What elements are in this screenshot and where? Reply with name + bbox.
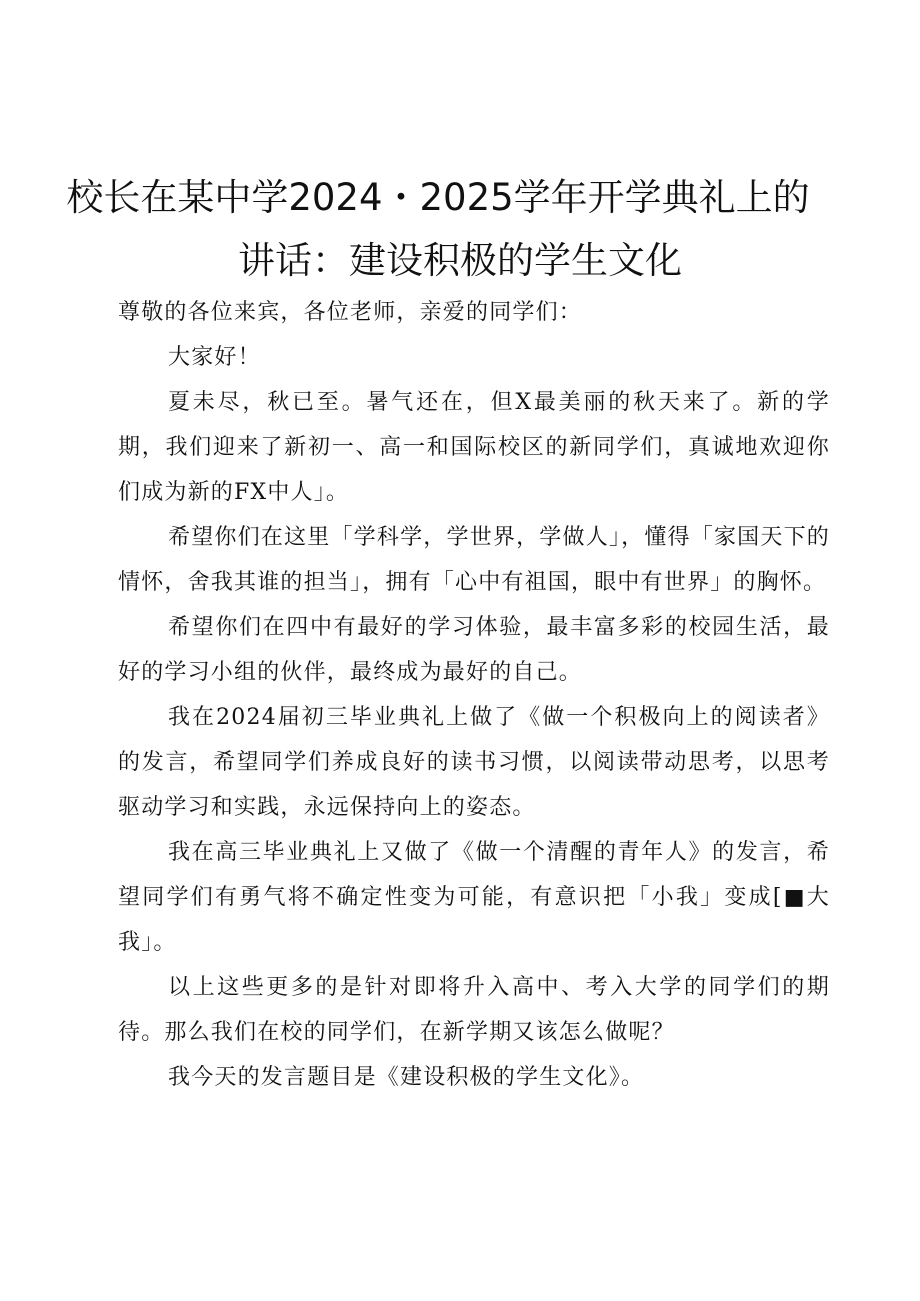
paragraph-2: 希望你们在这里「学科学，学世界，学做人」，懂得「家国天下的情怀，舍我其谁的担当」，拥有「心中有祖国，眼中有世界」的胸怀。	[118, 525, 830, 595]
paragraph-3: 希望你们在四中有最好的学习体验，最丰富多彩的校园生活，最好的学习小组的伙伴，最终成为最好的自己。	[118, 615, 830, 685]
paragraph-1: 夏未尽，秋已至。暑气还在，但X最美丽的秋天来了。新的学期，我们迎来了新初一、高一和国际校区的新同学们，真诚地欢迎你们成为新的FX中人」。	[118, 390, 830, 505]
paragraph-7: 我今天的发言题目是《建设积极的学生文化》。	[168, 1065, 645, 1090]
paragraph-4: 我在2024届初三毕业典礼上做了《做一个积极向上的阅读者》的发言，希望同学们养成良好的读书习惯，以阅读带动思考，以思考驱动学习和实践，永远保持向上的姿态。	[118, 705, 830, 820]
paragraph-5: 我在高三毕业典礼上又做了《做一个清醒的青年人》的发言，希望同学们有勇气将不确定性变为可能，有意识把「小我」变成[■大我」。	[118, 840, 830, 955]
paragraph-6: 以上这些更多的是针对即将升入高中、考入大学的同学们的期待。那么我们在校的同学们，在新学期又该怎么做呢？	[118, 975, 830, 1045]
document-title-line2: 讲话：建设积极的学生文化	[238, 239, 682, 282]
greeting: 大家好！	[168, 345, 261, 370]
document-title-line1: 校长在某中学2024・2025学年开学典礼上的	[66, 176, 810, 219]
document-body	[118, 290, 830, 1100]
salutation: 尊敬的各位来宾，各位老师，亲爱的同学们：	[118, 300, 583, 325]
